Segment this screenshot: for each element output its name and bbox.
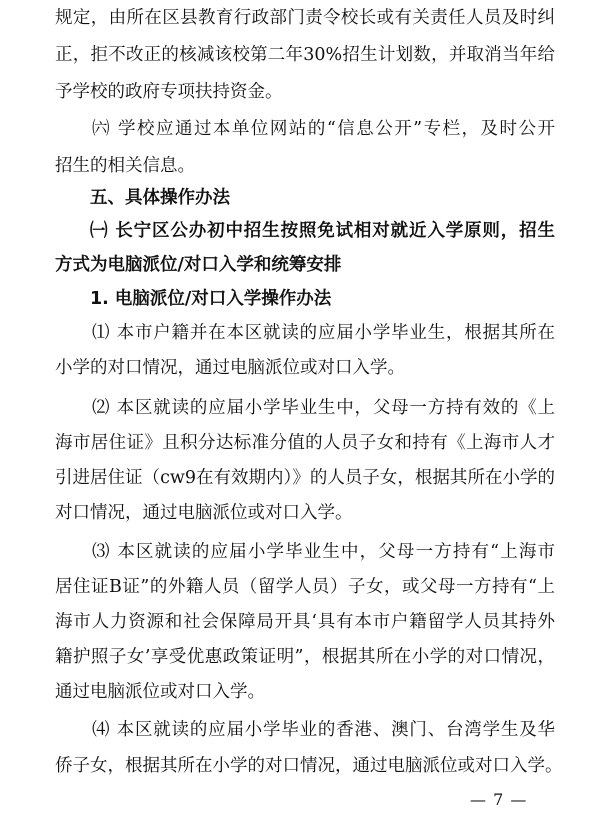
text-line: ㈥ 学校应通过本单位网站的“信息公开”专栏，及时公开 <box>92 119 555 139</box>
text-line: 规定，由所在区县教育行政部门责令校长或有关责任人员及时纠 <box>55 8 555 28</box>
text-line: ⑴ 本市户籍并在本区就读的应届小学毕业生，根据其所在 <box>92 323 555 343</box>
page-number: — 7 — <box>470 790 528 809</box>
text-line: 海市居住证》且积分达标准分值的人员子女和持有《上海市人才 <box>55 433 555 453</box>
text-line: 招生的相关信息。 <box>55 156 195 176</box>
text-line: 对口情况，通过电脑派位或对口入学。 <box>55 503 353 523</box>
text-line: ⑶ 本区就读的应届小学毕业生中，父母一方持有“上海市 <box>92 542 555 562</box>
text-line: 引进居住证（cw9在有效期内）》的人员子女，根据其所在小学的 <box>55 468 555 488</box>
section-heading: 五、具体操作办法 <box>90 188 230 208</box>
text-line: 小学的对口情况，通过电脑派位或对口入学。 <box>55 358 405 378</box>
text-line: 籍护照子女’享受优惠政策证明”，根据其所在小学的对口情况， <box>55 647 555 667</box>
sub-sub-heading: 1. 电脑派位/对口入学操作办法 <box>90 289 332 309</box>
text-line: 侨子女，根据其所在小学的对口情况，通过电脑派位或对口入学。 <box>55 756 563 776</box>
sub-heading: 方式为电脑派位/对口入学和统筹安排 <box>55 255 342 275</box>
text-line: 予学校的政府专项扶持资金。 <box>55 82 283 102</box>
text-line: ⑵ 本区就读的应届小学毕业生中，父母一方持有效的《上 <box>92 398 555 418</box>
text-line: 海市人力资源和社会保障局开具‘具有本市户籍留学人员其持外 <box>55 612 555 632</box>
text-line: 通过电脑派位或对口入学。 <box>55 682 265 702</box>
text-line: 正，拒不改正的核减该校第二年30%招生计划数，并取消当年给 <box>55 45 555 65</box>
text-line: 居住证B证”的外籍人员（留学人员）子女，或父母一方持有“上 <box>55 577 555 597</box>
sub-heading: ㈠ 长宁区公办初中招生按照免试相对就近入学原则，招生 <box>90 221 555 241</box>
text-line: ⑷ 本区就读的应届小学毕业的香港、澳门、台湾学生及华 <box>92 720 555 740</box>
